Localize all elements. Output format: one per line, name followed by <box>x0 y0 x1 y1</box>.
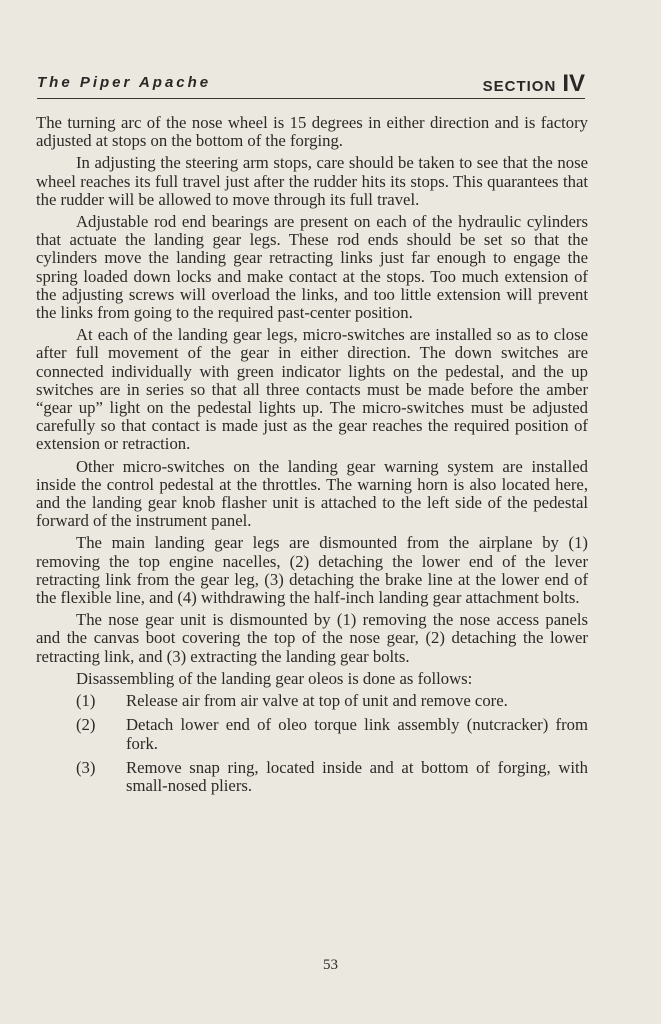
disassembly-steps <box>36 692 588 795</box>
step-number: (2) <box>76 715 96 735</box>
section-number: IV <box>562 70 585 97</box>
paragraph: At each of the landing gear legs, micro-switches are installed so as to close after full movement of the gear in either direction. The down switches are connected individually with green indicator lights on the pedestal, and the up switches are in series so that all three contacts must be made before the amber “gear up” light on the pedestal lights up. The micro-switches must be adjusted carefully so that contact is made just as the gear reaches the required position of extension or retraction. <box>36 325 588 454</box>
step-text: Remove snap ring, located inside and at bottom of forging, with small-nosed pliers. <box>126 757 588 795</box>
list-item <box>36 759 588 795</box>
section-word: SECTION <box>482 78 557 95</box>
paragraph: The main landing gear legs are dismounted from the airplane by (1) removing the top engine nacelles, (2) detaching the lower end of the lever retracting link from the gear leg, (3) detaching the brake line at the lower end of the flexible line, and (4) withdrawing the half-inch landing gear attachment bolts. <box>36 533 588 608</box>
list-item <box>36 692 588 710</box>
page-header <box>37 62 585 99</box>
step-text: Release air from air valve at top of unit and remove core. <box>126 691 508 711</box>
running-title: The Piper Apache <box>37 74 212 91</box>
paragraph: In adjusting the steering arm stops, care should be taken to see that the nose wheel reaches its full travel just after the rudder hits its stops. This quarantees that the rudder will be allowed to move through its full travel. <box>36 153 588 209</box>
list-item <box>36 716 588 752</box>
paragraph: Adjustable rod end bearings are present on each of the hydraulic cylinders that actuate the landing gear legs. These rod ends should be set so that the cylinders move the landing gear retracting links just far enough to engage the spring loaded down locks and make contact at the stops. Too much extension of the adjusting screws will overload the links, and too little extension will prevent the links from going to the required past-center position. <box>36 212 588 323</box>
section-label <box>483 70 585 98</box>
step-text: Detach lower end of oleo torque link assembly (nutcracker) from fork. <box>126 715 588 753</box>
body-text <box>36 114 588 801</box>
page-number: 53 <box>323 957 338 973</box>
paragraph: The turning arc of the nose wheel is 15 degrees in either direction and is factory adjusted at stops on the bottom of the forging. <box>36 113 588 151</box>
paragraph: Other micro-switches on the landing gear warning system are installed inside the control pedestal at the throttles. The warning horn is also located here, and the landing gear knob flasher unit is attached to the left side of the pedestal forward of the instrument panel. <box>36 456 588 531</box>
step-number: (1) <box>76 691 96 711</box>
step-number: (3) <box>76 757 96 777</box>
paragraph: Disassembling of the landing gear oleos is done as follows: <box>76 668 473 688</box>
paragraph: The nose gear unit is dismounted by (1) removing the nose access panels and the canvas boot covering the top of the nose gear, (2) detaching the lower retracting link, and (3) extracting the landing gear bolts. <box>36 610 588 666</box>
